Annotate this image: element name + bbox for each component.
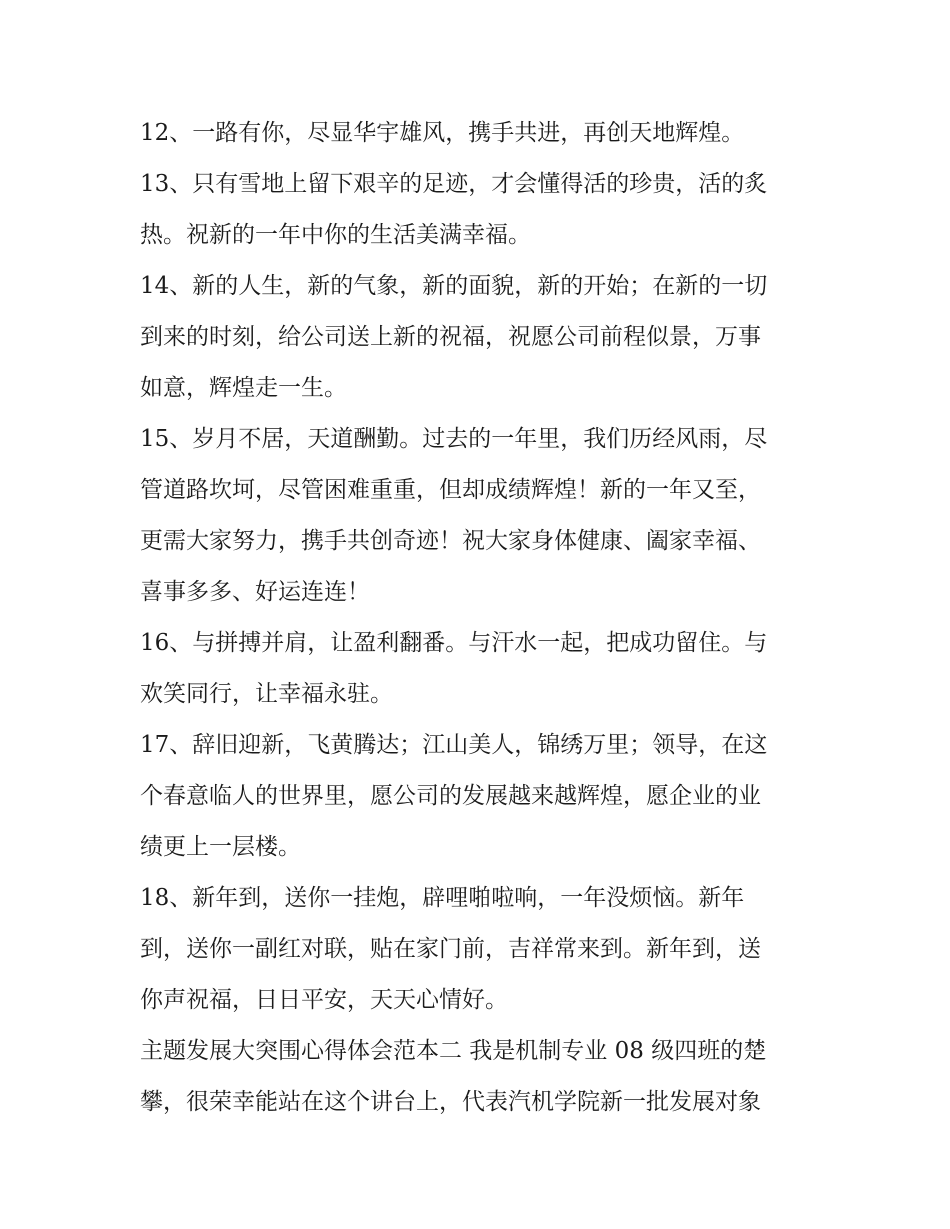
document-body (140, 108, 812, 1128)
text-line: 喜事多多、好运连连！ (140, 579, 370, 605)
text-line: 个春意临人的世界里，愿公司的发展越来越辉煌，愿企业的业 (140, 783, 761, 809)
text-line: 15、岁月不居，天道酬勤。过去的一年里，我们历经风雨，尽 (140, 426, 768, 452)
text-line: 管道路坎坷，尽管困难重重，但却成绩辉煌！新的一年又至， (140, 477, 761, 503)
text-line: 主题发展大突围心得体会范本二 我是机制专业 08 级四班的楚 (140, 1038, 767, 1064)
text-line: 如意，辉煌走一生。 (140, 375, 347, 401)
text-line: 热。祝新的一年中你的生活美满幸福。 (140, 222, 531, 248)
text-line: 16、与拼搏并肩，让盈利翻番。与汗水一起，把成功留住。与 (140, 630, 768, 656)
text-line: 到，送你一副红对联，贴在家门前，吉祥常来到。新年到，送 (140, 936, 761, 962)
text-line: 到来的时刻，给公司送上新的祝福，祝愿公司前程似景，万事 (140, 324, 761, 350)
text-line: 18、新年到，送你一挂炮，辟哩啪啦响，一年没烦恼。新年 (140, 885, 745, 911)
text-line: 你声祝福，日日平安，天天心情好。 (140, 987, 508, 1013)
text-line: 17、辞旧迎新，飞黄腾达；江山美人，锦绣万里；领导，在这 (140, 732, 768, 758)
text-line: 欢笑同行，让幸福永驻。 (140, 681, 393, 707)
text-line: 攀，很荣幸能站在这个讲台上，代表汽机学院新一批发展对象 (140, 1089, 761, 1115)
text-line: 绩更上一层楼。 (140, 834, 301, 860)
text-line: 14、新的人生，新的气象，新的面貌，新的开始；在新的一切 (140, 273, 768, 299)
text-line: 12、一路有你，尽显华宇雄风，携手共进，再创天地辉煌。 (140, 120, 745, 146)
text-line: 更需大家努力，携手共创奇迹！祝大家身体健康、阖家幸福、 (140, 528, 761, 554)
text-line: 13、只有雪地上留下艰辛的足迹，才会懂得活的珍贵，活的炙 (140, 171, 768, 197)
